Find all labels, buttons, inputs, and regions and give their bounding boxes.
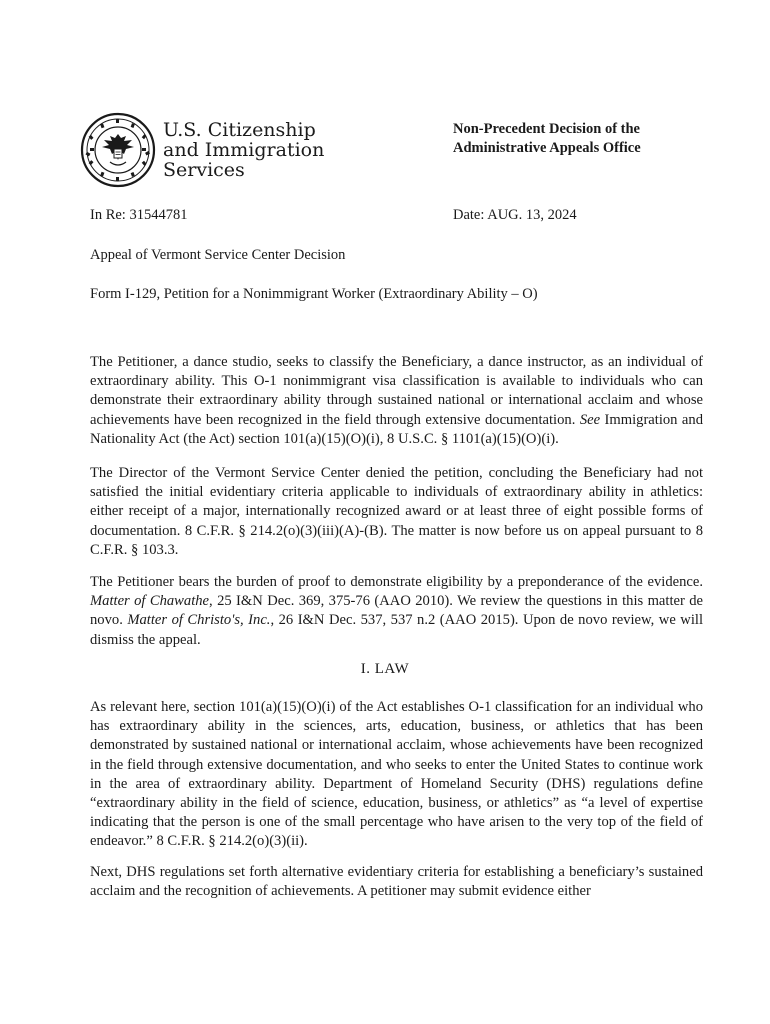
paragraph-intro (90, 353, 703, 449)
appeal-origin: Appeal of Vermont Service Center Decision (90, 247, 346, 263)
agency-line-1: U.S. Citizenship (163, 119, 316, 141)
case-citation-christos: Matter of Christo's, Inc. (127, 612, 271, 629)
paragraph-director-decision (90, 464, 703, 560)
burden-text-3: , 26 I&N Dec. 537, 537 n.2 (AAO 2015). Upon de novo review, we will dismiss the appeal. (90, 612, 703, 648)
agency-line-2: and Immigration (163, 139, 325, 161)
case-citation-chawathe: Matter of Chawathe (90, 593, 210, 610)
paragraph-burden-of-proof (90, 573, 703, 650)
paragraph-evidentiary-criteria (90, 863, 703, 901)
paragraph-law-text: As relevant here, section 101(a)(15)(O)(i) of the Act establishes O-1 classification for an individual who has extraordinary ability in the sciences, arts, education, business, or athletics that has been demonstrated by sustained national or international acclaim, whose achievements have been recognized in the field through extensive documentation, and who seeks to enter the United States to continue work in the area of extraordinary ability. Department of Homeland Security (DHS) regulations define “extraordinary ability in the field of science, education, business, or athletics” as “a level of expertise indicating that the person is one of the small percentage who have arisen to the very top of the field of endeavor.” 8 C.F.R. § 214.2(o)(3)(ii). (90, 699, 703, 850)
agency-line-3: Services (163, 159, 245, 181)
decision-date: Date: AUG. 13, 2024 (453, 207, 577, 223)
decision-title (453, 120, 641, 158)
paragraph-evidentiary-criteria-text: Next, DHS regulations set forth alternative evidentiary criteria for establishing a beneficiary’s sustained acclaim and the recognition of achievements. A petitioner may submit evidence either (90, 864, 703, 900)
burden-text-2: , 25 I&N Dec. 369, 375-76 (AAO 2010). We review the questions in this matter de novo. (90, 593, 704, 629)
burden-text-1: The Petitioner bears the burden of proof to demonstrate eligibility by a preponderance of the evidence. (90, 574, 703, 590)
paragraph-intro-citation: Immigration and Nationality Act (the Act) section 101(a)(15)(O)(i), 8 U.S.C. § 1101(a)(15)(O)(i). (90, 411, 703, 447)
dhs-seal-icon (80, 112, 156, 188)
form-type: Form I-129, Petition for a Nonimmigrant Worker (Extraordinary Ability – O) (90, 286, 538, 302)
section-heading-law: I. LAW (360, 661, 410, 677)
paragraph-law (90, 698, 703, 852)
paragraph-director-decision-text: The Director of the Vermont Service Center denied the petition, concluding the Beneficiary had not satisfied the initial evidentiary criteria applicable to individuals of extraordinary ability in athletics: either receipt of a major, internationally recognized award or at least three of eight possible forms of documentation. 8 C.F.R. § 214.2(o)(3)(iii)(A)-(B). The matter is now before us on appeal pursuant to 8 C.F.R. § 103.3. (90, 465, 703, 558)
case-number: In Re: 31544781 (90, 207, 188, 223)
paragraph-intro-text: The Petitioner, a dance studio, seeks to classify the Beneficiary, a dance instructor, as an individual of extraordinary ability. This O-1 nonimmigrant visa classification is available to individuals who can demonstrate their extraordinary ability through sustained national or international acclaim and whose achievements have been recognized in the field through extensive documentation. (90, 354, 703, 428)
decision-title-line-1: Non-Precedent Decision of the (453, 121, 640, 137)
agency-name (163, 120, 324, 180)
decision-title-line-2: Administrative Appeals Office (453, 140, 641, 156)
signal-see: See (579, 411, 601, 428)
